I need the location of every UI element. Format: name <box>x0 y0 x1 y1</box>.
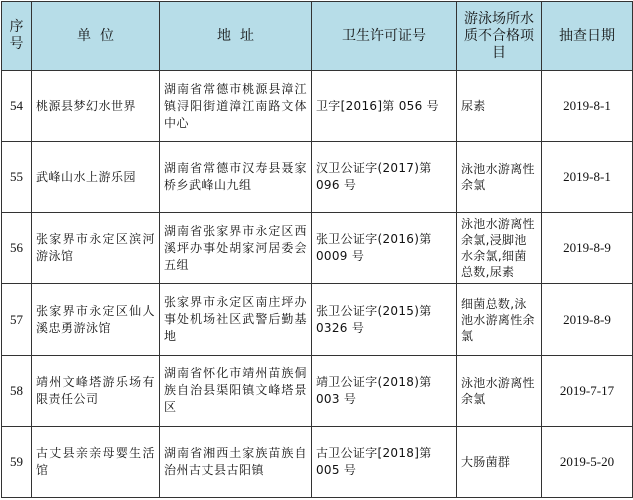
row-date: 2019-8-9 <box>542 213 633 284</box>
header-permit: 卫生许可证号 <box>312 2 457 71</box>
row-item: 大肠菌群 <box>457 426 542 497</box>
row-permit: 古卫公证字[2018]第 005 号 <box>312 426 457 497</box>
row-date: 2019-8-1 <box>542 71 633 142</box>
row-item: 尿素 <box>457 71 542 142</box>
row-item: 细菌总数,泳池水游离性余氯 <box>457 284 542 355</box>
row-date: 2019-7-17 <box>542 355 633 426</box>
row-address: 湖南省张家界市永定区西溪坪办事处胡家河居委会五组 <box>160 213 312 284</box>
row-unit: 张家界市永定区仙人溪忠勇游泳馆 <box>32 284 160 355</box>
row-index: 55 <box>2 142 32 213</box>
row-address: 湖南省常德市汉寿县聂家桥乡武峰山九组 <box>160 142 312 213</box>
header-index: 序号 <box>2 2 32 71</box>
row-index: 57 <box>2 284 32 355</box>
row-unit: 古丈县亲亲母婴生活馆 <box>32 426 160 497</box>
row-date: 2019-8-1 <box>542 142 633 213</box>
row-date: 2019-5-20 <box>542 426 633 497</box>
row-permit: 靖卫公证字(2018)第 003 号 <box>312 355 457 426</box>
row-address: 湖南省湘西土家族苗族自治州古丈县古阳镇 <box>160 426 312 497</box>
inspection-table <box>1 1 633 498</box>
header-item: 游泳场所水质不合格项目 <box>457 2 542 71</box>
row-index: 54 <box>2 71 32 142</box>
row-address: 湖南省常德市桃源县漳江镇浔阳街道漳江南路文体中心 <box>160 71 312 142</box>
row-unit: 靖州文峰塔游乐场有限责任公司 <box>32 355 160 426</box>
header-row <box>2 2 633 71</box>
table-row <box>2 213 633 284</box>
row-unit: 武峰山水上游乐园 <box>32 142 160 213</box>
row-index: 59 <box>2 426 32 497</box>
header-address: 地 址 <box>160 2 312 71</box>
row-item: 泳池水游离性余氯,浸脚池水余氯,细菌总数,尿素 <box>457 213 542 284</box>
row-unit: 张家界市永定区滨河游泳馆 <box>32 213 160 284</box>
header-date: 抽查日期 <box>542 2 633 71</box>
header-unit: 单 位 <box>32 2 160 71</box>
table-row <box>2 426 633 497</box>
table-row <box>2 71 633 142</box>
row-address: 张家界市永定区南庄坪办事处机场社区武警后勤基地 <box>160 284 312 355</box>
row-permit: 张卫公证字(2016)第 0009 号 <box>312 213 457 284</box>
table-row <box>2 284 633 355</box>
row-permit: 汉卫公证字(2017)第 096 号 <box>312 142 457 213</box>
row-index: 56 <box>2 213 32 284</box>
row-unit: 桃源县梦幻水世界 <box>32 71 160 142</box>
row-date: 2019-8-9 <box>542 284 633 355</box>
row-permit: 卫字[2016]第 056 号 <box>312 71 457 142</box>
table-row <box>2 355 633 426</box>
row-item: 泳池水游离性余氯 <box>457 355 542 426</box>
row-address: 湖南省怀化市靖州苗族侗族自治县渠阳镇文峰塔景区 <box>160 355 312 426</box>
row-item: 泳池水游离性余氯 <box>457 142 542 213</box>
row-index: 58 <box>2 355 32 426</box>
row-permit: 张卫公证字(2015)第 0326 号 <box>312 284 457 355</box>
table-row <box>2 142 633 213</box>
